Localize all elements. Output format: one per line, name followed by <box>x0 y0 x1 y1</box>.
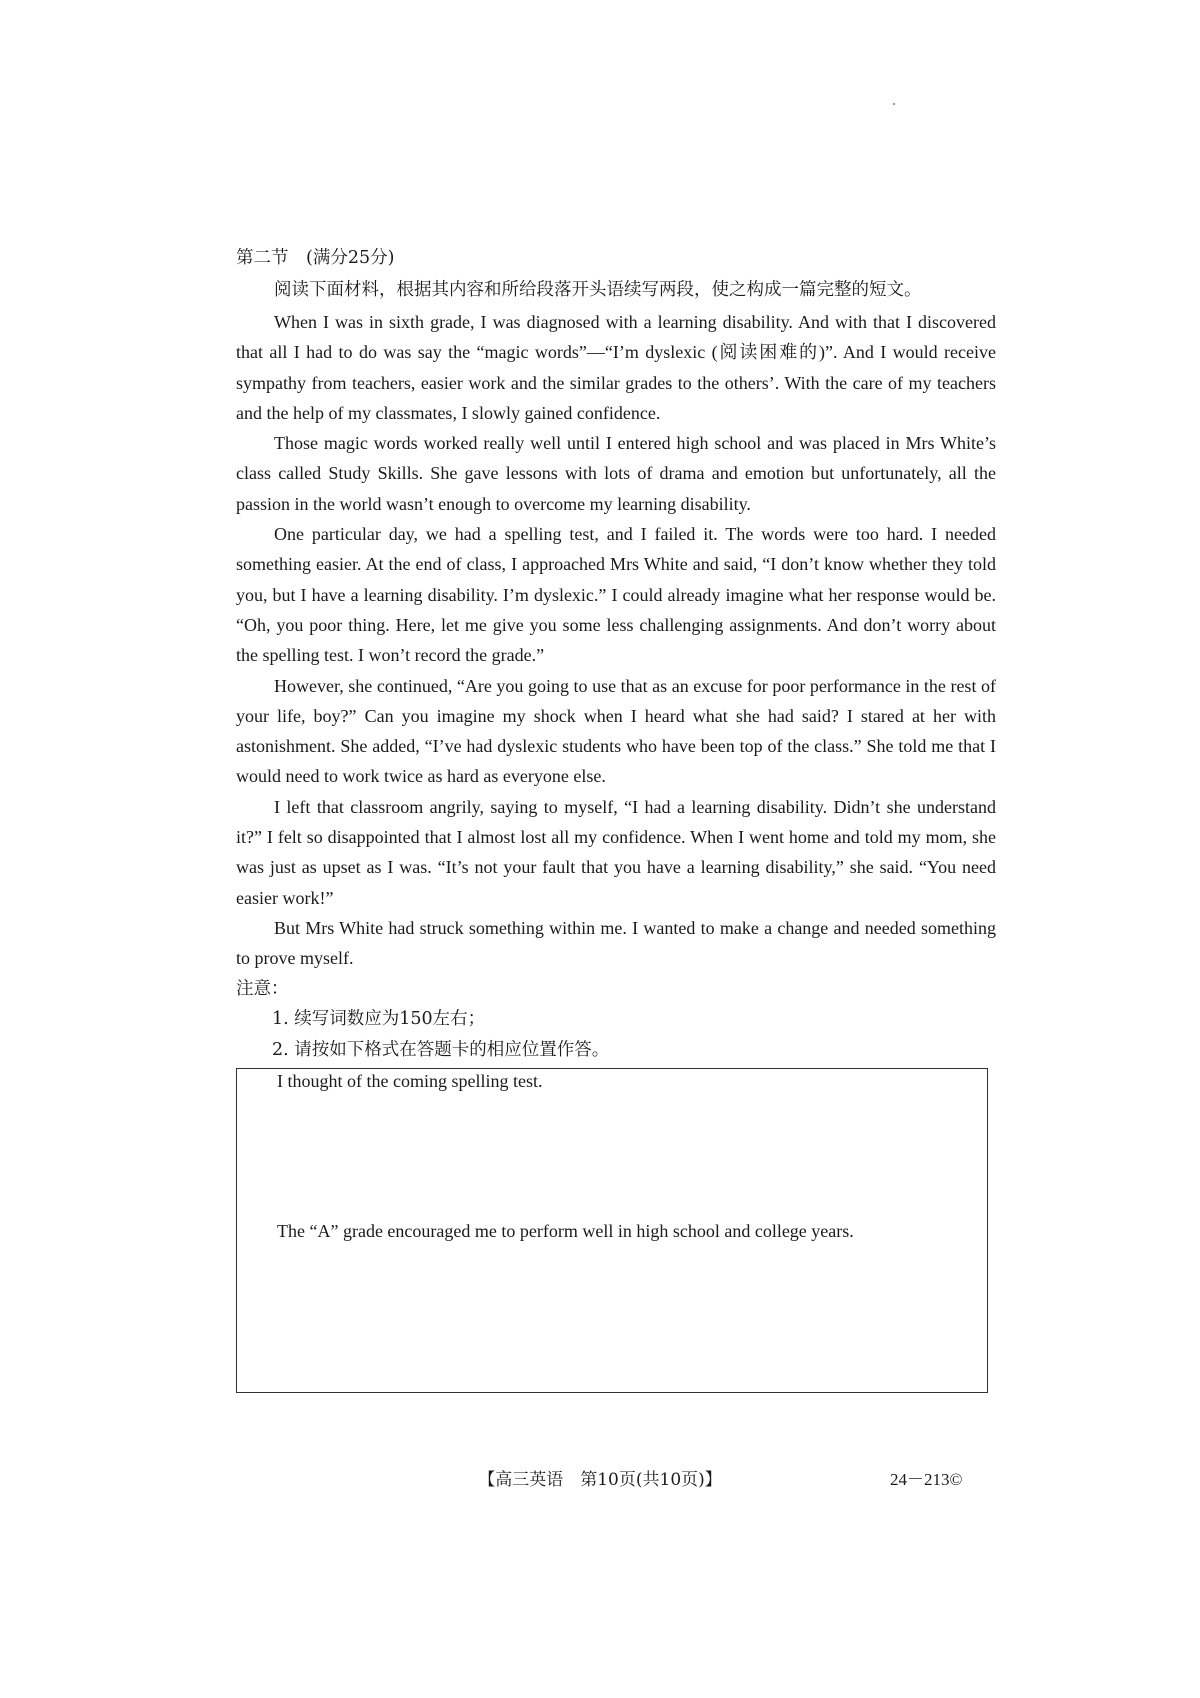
notes <box>236 974 996 1066</box>
reading-passage <box>236 307 996 974</box>
passage-paragraph-4: However, she continued, “Are you going to use that as an excuse for poor performance in the rest of your life, boy?” Can you imagine my shock when I heard what she had said? I stared at her with astonishment. She added, “I’ve had dyslexic students who have been top of the class.” She told me that I would need to work twice as hard as everyone else. <box>236 675 996 787</box>
passage-paragraph-5: I left that classroom angrily, saying to myself, “I had a learning disability. Didn’t she understand it?” I felt so disappointed that I almost lost all my confidence. When I went home and told my mom, she was just as upset as I was. “It’s not your fault that you have a learning disability,” she said. “You need easier work!” <box>236 796 996 908</box>
answer-box <box>236 1068 988 1393</box>
continuation-prompt-2: The “A” grade encouraged me to perform well in high school and college years. <box>277 1221 854 1241</box>
passage-paragraph-2: Those magic words worked really well until I entered high school and was placed in Mrs White’s class called Study Skills. She gave lessons with lots of drama and emotion but unfortunately, all the passion in the world wasn’t enough to overcome my learning disability. <box>236 433 996 514</box>
page-footer: 【高三英语 第10页(共10页)】 <box>478 1470 722 1490</box>
exam-code: 24－213© <box>890 1470 963 1489</box>
exam-section <box>236 244 996 1066</box>
passage-paragraph-6: But Mrs White had struck something within me. I wanted to make a change and needed something to prove myself. <box>236 917 996 969</box>
note-item-2: 2. 请按如下格式在答题卡的相应位置作答。 <box>272 1039 610 1060</box>
scan-speck <box>893 103 895 105</box>
passage-paragraph-3: One particular day, we had a spelling test, and I failed it. The words were too hard. I needed something easier. At the end of class, I approached Mrs White and said, “I don’t know whether they told you, but I have a learning disability. I’m dyslexic.” I could already imagine what her response would be. “Oh, you poor thing. Here, let me give you some less challenging assignments. And don’t worry about the spelling test. I won’t record the grade.” <box>236 524 996 666</box>
section-instruction: 阅读下面材料，根据其内容和所给段落开头语续写两段，使之构成一篇完整的短文。 <box>274 280 922 300</box>
note-item-1: 1. 续写词数应为150左右； <box>272 1008 486 1029</box>
passage-paragraph-1: When I was in sixth grade, I was diagnosed with a learning disability. And with that I discovered that all I had to do was say the “magic words”—“I’m dyslexic (阅读困难的)”. And I would receive sympathy from teachers, easier work and the similar grades to the others’. With the care of my teachers and the help of my classmates, I slowly gained confidence. <box>236 312 996 423</box>
continuation-prompt-1: I thought of the coming spelling test. <box>277 1071 543 1091</box>
notes-label: 注意： <box>236 978 289 999</box>
section-title: 第二节 (满分25分) <box>236 248 395 268</box>
